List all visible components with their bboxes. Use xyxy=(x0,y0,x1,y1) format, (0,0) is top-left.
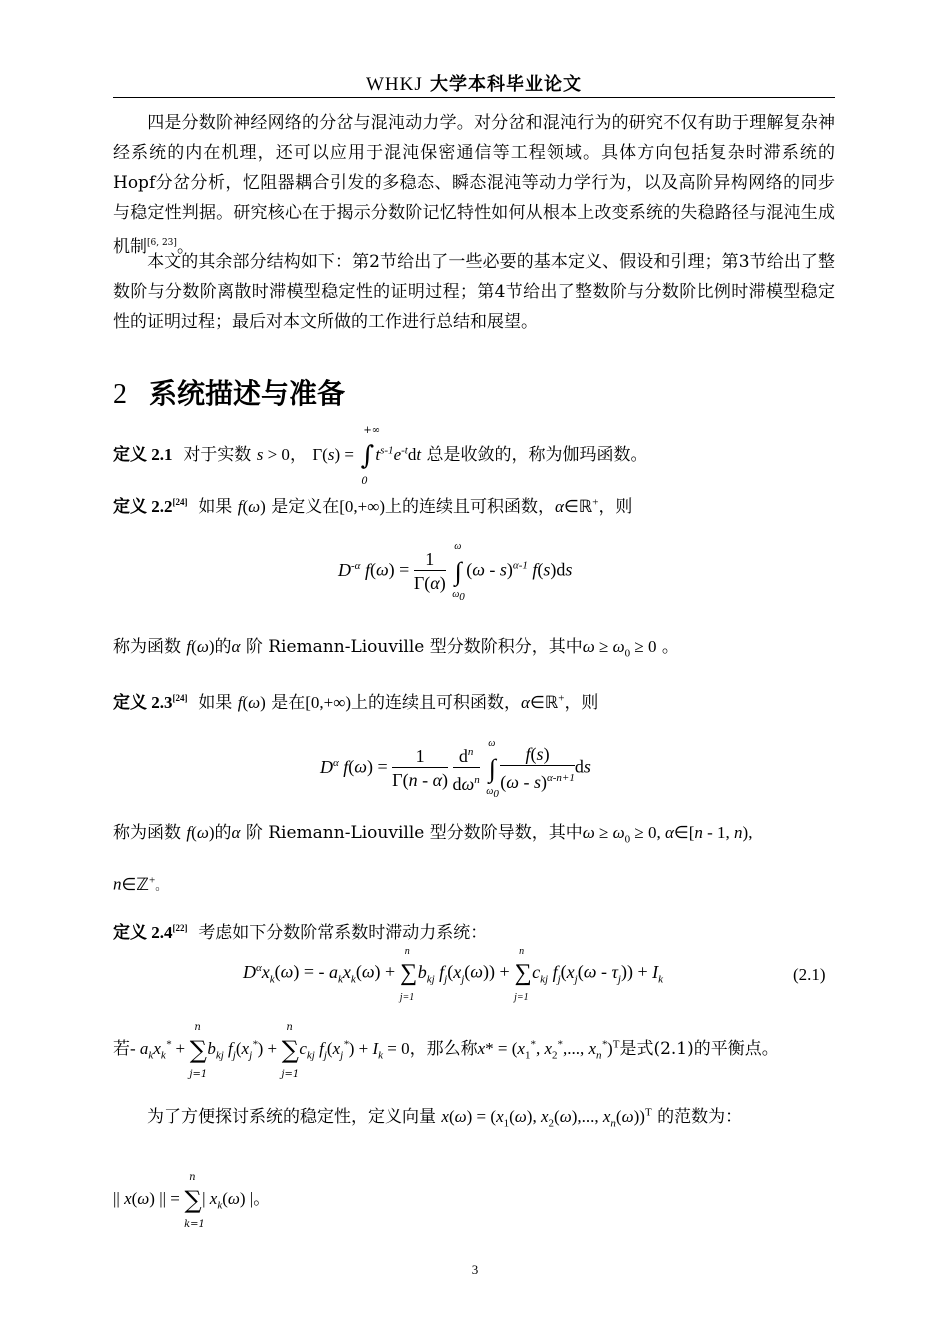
definition-text: 总是收敛的，称为伽玛函数。 xyxy=(426,445,648,465)
definition-2-1: 定义 2.1 对于实数 s > 0， Γ(s) = ∫ +∞ 0 $t^{s-1}e^{-t}dt$ 总是收敛的，称为伽玛函数。 xyxy=(113,424,648,487)
equation-rl-derivative: $D^\alpha$ f(ω) = $\frac{1}{\Gamma(n - \alpha)}$ $\frac{d^n}{d\omega^n}$ ∫ ω $\omega_0$ $\frac{f(s)}{(\omega - s)^{\alpha-n+1}}$ ds xyxy=(320,737,591,800)
definition-2-2-note: 称为函数 f(ω)的α 阶 Riemann-Liouville 型分数阶积分，其中$\omega \ge \omega_0 \ge 0$ 。 xyxy=(113,637,679,660)
header-latin: WHKJ xyxy=(365,74,423,95)
equation-system: $D^\alpha x_k(\omega)$ = - $a_kx_k(\omega)$ + ∑ n j=1 $b_{kj}$ $f_j(x_j(\omega))$ + ∑ n j=1 $c_{kj}$ $f_j(x_j(\omega - \tau_j)) + I_k$ xyxy=(243,946,663,1003)
definition-text: 为了方便探讨系统的稳定性，定义向量 xyxy=(147,1107,436,1127)
citation: [6, 23] xyxy=(147,238,177,248)
equation-rl-integral: $D^{-\alpha}$ f(ω) = $\frac{1}{\Gamma(\alpha)}$ ∫ ω $\omega_0$ (ω - s)$^{\alpha-1}$ f(s)ds xyxy=(338,540,573,603)
equation-number: (2.1) xyxy=(793,965,826,984)
definition-label: 定义 2.4 xyxy=(113,923,173,942)
header-rule xyxy=(113,97,835,98)
definition-2-2: 定义 2.2[24] 如果 f(ω) 是定义在[0,+∞)上的连续且可积函数，α∈ℝ+，则 xyxy=(113,496,633,517)
section-number: 2 xyxy=(113,379,127,410)
paragraph-2-text: 本文的其余部分结构如下：第2节给出了一些必要的基本定义、假设和引理；第3节给出了整数阶与分数阶离散时滞模型稳定性的证明过程；第4节给出了整数阶与分数阶比例时滞模型稳定性的证明过程；最后对本文所做的工作进行总结和展望。 xyxy=(113,252,835,332)
definition-label: 定义 2.1 xyxy=(113,445,173,464)
definition-text: ，则 xyxy=(564,693,599,713)
definition-text: 的 xyxy=(214,637,232,657)
header-title: 大学本科毕业论文 xyxy=(430,74,583,95)
definition-text: 称为函数 xyxy=(113,637,181,657)
paragraph-2 xyxy=(113,247,835,337)
definition-text: 的 xyxy=(214,823,232,843)
definition-text: 。 xyxy=(661,637,679,657)
definition-label: 定义 2.3 xyxy=(113,693,173,712)
section-heading xyxy=(113,372,345,412)
section-title: 系统描述与准备 xyxy=(149,377,346,410)
citation: [22] xyxy=(172,923,188,933)
definition-2-3-note-cont: n∈ℤ+。 xyxy=(113,874,168,894)
definition-text: 如果 xyxy=(198,693,233,713)
definition-text: 若 xyxy=(113,1039,130,1059)
norm-formula: || x(ω) || = ∑ n k=1 | $x_k(\omega)$ |。 xyxy=(113,1171,271,1230)
definition-text: 如果 xyxy=(198,497,233,517)
definition-text: 阶 Riemann-Liouville 型分数阶积分，其中 xyxy=(245,637,583,657)
norm-definition: 为了方便探讨系统的稳定性，定义向量 $x(\omega) = (x_1(\omega)$, $x_2(\omega)$,..., $x_n(\omega))^T$ 的范数为： xyxy=(147,1106,743,1130)
page-header xyxy=(113,70,835,100)
definition-text: 称为函数 xyxy=(113,823,181,843)
paragraph-1 xyxy=(113,108,835,262)
definition-text: 的范数为： xyxy=(657,1107,743,1127)
definition-text: 是式(2.1)的平衡点。 xyxy=(619,1039,779,1059)
citation: [24] xyxy=(172,497,188,507)
definition-text: 上的连续且可积函数， xyxy=(385,497,555,517)
integral-sign: ∫ +∞ 0 xyxy=(360,424,381,487)
definition-2-4 xyxy=(113,918,487,943)
definition-text: ，则 xyxy=(598,497,633,517)
paragraph-1-end: 。 xyxy=(176,237,194,257)
definition-text: 考虑如下分数阶常系数时滞动力系统： xyxy=(198,923,488,943)
definition-text: 是定义在 xyxy=(271,497,340,517)
definition-text: ，那么称 xyxy=(409,1039,478,1059)
definition-text: 上的连续且可积函数， xyxy=(351,693,521,713)
definition-text: 。 xyxy=(253,1189,271,1209)
definition-2-3: 定义 2.3[24] 如果 f(ω) 是在[0,+∞)上的连续且可积函数，α∈ℝ+，则 xyxy=(113,692,599,713)
page-number: 3 xyxy=(471,1262,479,1277)
equilibrium-condition: 若- $a_kx_k^*$ + ∑ n j=1 $b_{kj}$ $f_j(x_j^*)$ + ∑ n j=1 $c_{kj}$ $f_j(x_j^*) + I_k = 0$，那么称$x* = (x_1^*$, $x_2^*$,..., $x_n^*)^T$是式(2.1)的平衡点。 xyxy=(113,1021,779,1080)
paragraph-1-text: 四是分数阶神经网络的分岔与混沌动力学。对分岔和混沌行为的研究不仅有助于理解复杂神经系统的内在机理，还可以应用于混沌保密通信等工程领域。具体方向包括复杂时滞系统的Hopf分岔分析，忆阻器耦合引发的多稳态、瞬态混沌等动力学行为，以及高阶异构网络的同步与稳定性判据。研究核心在于揭示分数阶记忆特性如何从根本上改变系统的失稳路径与混沌生成机制 xyxy=(113,113,835,257)
definition-text: 是在 xyxy=(271,693,306,713)
citation: [24] xyxy=(172,693,188,703)
definition-text: 。 xyxy=(155,878,168,893)
definition-label: 定义 2.2 xyxy=(113,497,173,516)
definition-text: 阶 Riemann-Liouville 型分数阶导数，其中 xyxy=(245,823,583,843)
definition-text: 对于实数 xyxy=(183,445,252,465)
definition-2-3-note: 称为函数 f(ω)的α 阶 Riemann-Liouville 型分数阶导数，其中$\omega \ge \omega_0 \ge 0$, α∈[n - 1, n), xyxy=(113,823,753,846)
